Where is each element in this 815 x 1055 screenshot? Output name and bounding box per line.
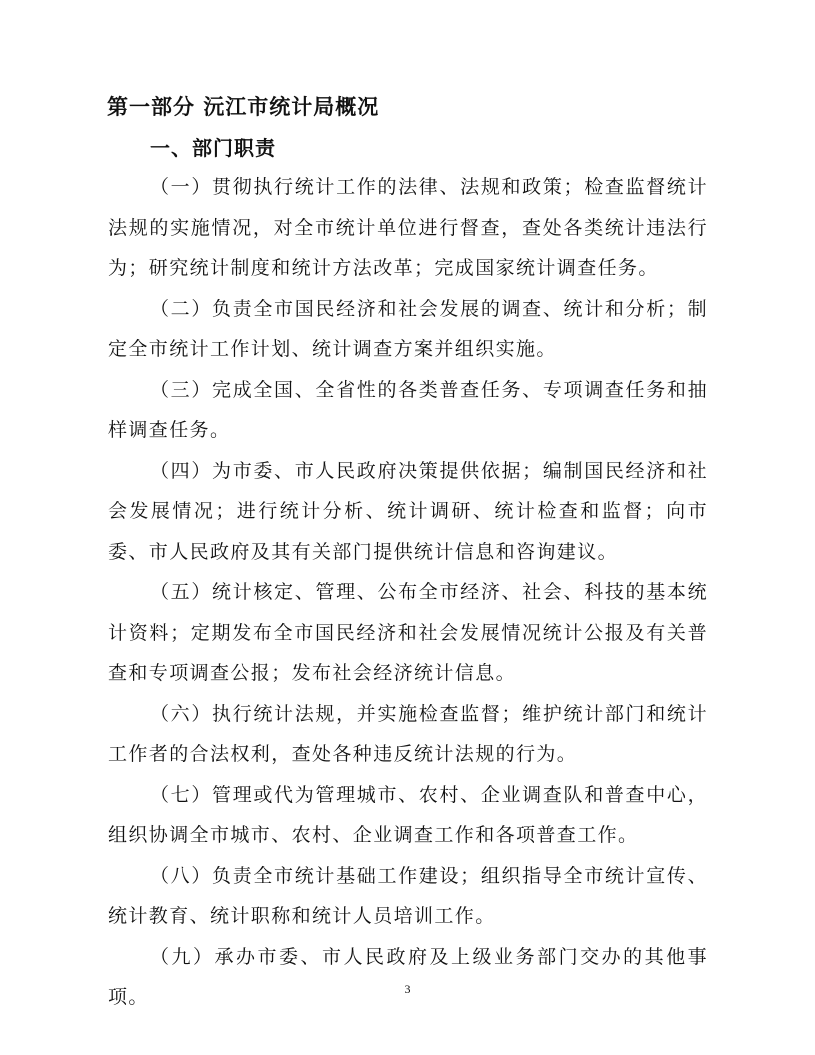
- duties-list: [108, 167, 708, 1018]
- duty-paragraph-4: （四）为市委、市人民政府决策提供依据；编制国民经济和社会发展情况；进行统计分析、统计调研、统计检查和监督；向市委、市人民政府及其有关部门提供统计信息和咨询建议。: [108, 459, 708, 563]
- duty-paragraph-8: （八）负责全市统计基础工作建设；组织指导全市统计宣传、统计教育、统计职称和统计人员培训工作。: [108, 864, 708, 927]
- duty-paragraph-9: （九）承办市委、市人民政府及上级业务部门交办的其他事项。: [108, 945, 708, 1008]
- page-number: 3: [404, 982, 411, 996]
- part-title: 第一部分 沅江市统计局概况: [107, 95, 380, 119]
- section-title: 一、部门职责: [150, 136, 276, 160]
- duty-paragraph-1: （一）贯彻执行统计工作的法律、法规和政策；检查监督统计法规的实施情况，对全市统计单位进行督查，查处各类统计违法行为；研究统计制度和统计方法改革；完成国家统计调查任务。: [108, 176, 708, 279]
- duty-paragraph-3: （三）完成全国、全省性的各类普查任务、专项调查任务和抽样调查任务。: [108, 378, 708, 441]
- duty-paragraph-7: （七）管理或代为管理城市、农村、企业调查队和普查中心，组织协调全市城市、农村、企业调查工作和各项普查工作。: [108, 783, 708, 846]
- duty-paragraph-6: （六）执行统计法规，并实施检查监督；维护统计部门和统计工作者的合法权利，查处各种违反统计法规的行为。: [108, 702, 708, 765]
- duty-paragraph-5: （五）统计核定、管理、公布全市经济、社会、科技的基本统计资料；定期发布全市国民经济和社会发展情况统计公报及有关普查和专项调查公报；发布社会经济统计信息。: [108, 581, 708, 684]
- duty-paragraph-2: （二）负责全市国民经济和社会发展的调查、统计和分析；制定全市统计工作计划、统计调查方案并组织实施。: [108, 297, 708, 360]
